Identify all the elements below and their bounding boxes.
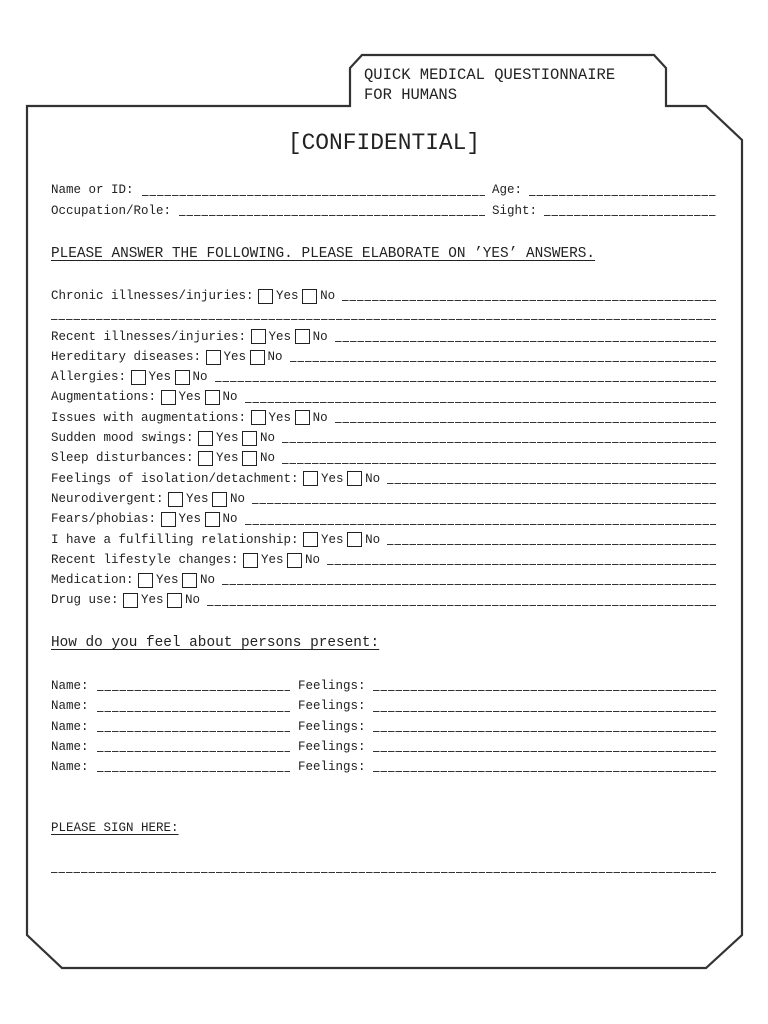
fears-phobias-yes-checkbox[interactable] [161, 512, 176, 527]
name-field[interactable] [142, 195, 485, 196]
person-feelings-field[interactable] [373, 751, 716, 752]
no-option-label: No [320, 289, 336, 303]
person-feelings-label: Feelings: [298, 699, 366, 714]
neurodivergent-no-checkbox[interactable] [212, 492, 227, 507]
yes-option-label: Yes [216, 431, 239, 446]
recent-illnesses-no-checkbox[interactable] [295, 329, 310, 344]
yes-option-label: Yes [268, 410, 292, 425]
person-feelings-group [298, 696, 716, 716]
neurodivergent-details-field[interactable] [252, 503, 716, 504]
name-field-group [51, 180, 492, 201]
no-option-label: No [312, 410, 328, 425]
yes-option-label: Yes [156, 573, 179, 588]
allergies-no-checkbox[interactable] [175, 370, 190, 385]
yes-option-label: Yes [148, 370, 172, 385]
sleep-disturbances-label: Sleep disturbances: [51, 451, 194, 466]
lifestyle-changes-details-field[interactable] [327, 564, 716, 565]
person-feelings-label: Feelings: [298, 739, 366, 754]
signature-label: PLEASE SIGN HERE: [51, 821, 179, 835]
mood-swings-details-field[interactable] [282, 442, 716, 443]
sight-field-group [492, 201, 716, 222]
augmentations-no-checkbox[interactable] [205, 390, 220, 405]
hereditary-diseases-no-checkbox[interactable] [250, 350, 265, 365]
chronic-illnesses-label: Chronic illnesses/injuries: [51, 289, 254, 303]
no-option-label: No [260, 431, 276, 446]
no-option-label: No [267, 349, 283, 364]
confidential-title: [CONFIDENTIAL] [287, 130, 481, 156]
fears-phobias-label: Fears/phobias: [51, 512, 157, 527]
drug-use-label: Drug use: [51, 593, 119, 608]
yes-option-label: Yes [178, 390, 202, 405]
question-chronic-illnesses [51, 286, 716, 306]
occupation-field-group [51, 201, 492, 222]
person-name-field[interactable] [97, 771, 290, 772]
person-name-label: Name: [51, 719, 89, 734]
age-field-group [492, 180, 716, 201]
question-augmentations [51, 387, 716, 407]
question-isolation [51, 469, 716, 489]
question-neurodivergent [51, 489, 716, 509]
form-tab [364, 65, 615, 105]
fulfilling-relationship-label: I have a fulfilling relationship: [51, 532, 299, 547]
person-row-2 [51, 696, 716, 716]
question-fears-phobias [51, 509, 716, 529]
yes-option-label: Yes [268, 329, 292, 344]
drug-use-details-field[interactable] [207, 605, 716, 606]
person-name-group [51, 737, 298, 757]
person-row-1 [51, 676, 716, 696]
person-row-5 [51, 757, 716, 777]
augmentation-issues-no-checkbox[interactable] [295, 410, 310, 425]
isolation-yes-checkbox[interactable] [303, 471, 318, 486]
sleep-disturbances-details-field[interactable] [282, 463, 716, 464]
mood-swings-yes-checkbox[interactable] [198, 431, 213, 446]
no-option-label: No [230, 491, 246, 506]
person-feelings-field[interactable] [373, 771, 716, 772]
drug-use-no-checkbox[interactable] [167, 593, 182, 608]
person-row-4 [51, 737, 716, 757]
persons-heading: How do you feel about persons present: [51, 635, 380, 651]
yes-option-label: Yes [321, 532, 344, 547]
age-label: Age: [492, 183, 523, 197]
question-hereditary-diseases [51, 347, 716, 367]
question-sleep-disturbances [51, 448, 716, 468]
neurodivergent-yes-checkbox[interactable] [168, 492, 183, 507]
question-augmentation-issues [51, 408, 716, 428]
sleep-disturbances-no-checkbox[interactable] [242, 451, 257, 466]
yes-option-label: Yes [186, 491, 209, 506]
person-feelings-field[interactable] [373, 690, 716, 691]
no-option-label: No [222, 390, 238, 405]
chronic-illnesses-details-field[interactable] [342, 300, 716, 301]
question-lifestyle-changes [51, 550, 716, 570]
question-mood-swings [51, 428, 716, 448]
person-name-group [51, 676, 298, 696]
yes-option-label: Yes [261, 552, 284, 567]
no-option-label: No [185, 593, 201, 608]
question-allergies [51, 367, 716, 387]
person-name-label: Name: [51, 760, 89, 775]
lifestyle-changes-no-checkbox[interactable] [287, 553, 302, 568]
drug-use-yes-checkbox[interactable] [123, 593, 138, 608]
no-option-label: No [192, 370, 208, 385]
augmentations-details-field[interactable] [245, 402, 716, 403]
fears-phobias-details-field[interactable] [245, 524, 716, 525]
person-feelings-group [298, 676, 716, 696]
person-name-field[interactable] [97, 731, 290, 732]
hereditary-diseases-yes-checkbox[interactable] [206, 350, 221, 365]
augmentation-issues-details-field[interactable] [335, 422, 716, 423]
fulfilling-relationship-details-field[interactable] [387, 544, 716, 545]
no-option-label: No [312, 329, 328, 344]
question-recent-illnesses [51, 327, 716, 347]
fulfilling-relationship-yes-checkbox[interactable] [303, 532, 318, 547]
isolation-no-checkbox[interactable] [347, 471, 362, 486]
neurodivergent-label: Neurodivergent: [51, 491, 164, 506]
tab-title-line-1: QUICK MEDICAL QUESTIONNAIRE [364, 66, 616, 84]
person-feelings-field[interactable] [373, 731, 716, 732]
person-feelings-group [298, 717, 716, 737]
person-feelings-group [298, 757, 716, 777]
hereditary-diseases-label: Hereditary diseases: [51, 349, 202, 364]
sight-field[interactable] [544, 215, 716, 216]
identity-section [51, 180, 716, 221]
question-medication [51, 570, 716, 590]
person-name-group [51, 717, 298, 737]
no-option-label: No [200, 573, 216, 588]
isolation-label: Feelings of isolation/detachment: [51, 471, 299, 486]
no-option-label: No [365, 532, 381, 547]
recent-illnesses-yes-checkbox[interactable] [251, 329, 266, 344]
chronic-illnesses-yes-checkbox[interactable] [258, 289, 273, 304]
fears-phobias-no-checkbox[interactable] [205, 512, 220, 527]
occupation-field[interactable] [179, 215, 485, 216]
person-name-field[interactable] [97, 690, 290, 691]
occupation-label: Occupation/Role: [51, 203, 172, 218]
question-drug-use [51, 590, 716, 610]
questions-section [51, 286, 716, 611]
yes-option-label: Yes [276, 289, 299, 303]
question-fulfilling-relationship [51, 530, 716, 550]
medication-no-checkbox[interactable] [182, 573, 197, 588]
yes-option-label: Yes [321, 471, 344, 486]
allergies-label: Allergies: [51, 370, 127, 385]
person-feelings-field[interactable] [373, 711, 716, 712]
fulfilling-relationship-no-checkbox[interactable] [347, 532, 362, 547]
person-feelings-label: Feelings: [298, 679, 366, 693]
person-name-group [51, 757, 298, 777]
signature-field[interactable] [51, 872, 716, 873]
yes-option-label: Yes [216, 451, 239, 466]
yes-option-label: Yes [178, 512, 202, 527]
name-label: Name or ID: [51, 183, 134, 197]
allergies-details-field[interactable] [215, 381, 716, 382]
persons-section [51, 676, 716, 777]
person-name-group [51, 696, 298, 716]
name-age-row [51, 180, 716, 201]
medication-label: Medication: [51, 573, 134, 588]
sleep-disturbances-yes-checkbox[interactable] [198, 451, 213, 466]
person-name-label: Name: [51, 699, 89, 714]
chronic-illnesses-details-line-2[interactable] [51, 319, 716, 320]
person-feelings-group [298, 737, 716, 757]
augmentations-yes-checkbox[interactable] [161, 390, 176, 405]
instructions-heading: PLEASE ANSWER THE FOLLOWING. PLEASE ELABORATE ON ’YES’ ANSWERS. [51, 246, 596, 262]
person-name-label: Name: [51, 739, 89, 754]
no-option-label: No [260, 451, 276, 466]
allergies-yes-checkbox[interactable] [131, 370, 146, 385]
no-option-label: No [305, 552, 321, 567]
yes-option-label: Yes [223, 349, 247, 364]
lifestyle-changes-label: Recent lifestyle changes: [51, 552, 239, 567]
hereditary-diseases-details-field[interactable] [290, 361, 716, 362]
recent-illnesses-details-field[interactable] [335, 341, 716, 342]
isolation-details-field[interactable] [387, 483, 716, 484]
augmentation-issues-label: Issues with augmentations: [51, 410, 247, 425]
person-name-field[interactable] [97, 711, 290, 712]
no-option-label: No [222, 512, 238, 527]
person-row-3 [51, 717, 716, 737]
person-name-label: Name: [51, 679, 89, 693]
chronic-illnesses-no-checkbox[interactable] [302, 289, 317, 304]
medication-yes-checkbox[interactable] [138, 573, 153, 588]
augmentation-issues-yes-checkbox[interactable] [251, 410, 266, 425]
person-feelings-label: Feelings: [298, 760, 366, 775]
sight-label: Sight: [492, 203, 538, 218]
age-field[interactable] [529, 195, 716, 196]
medication-details-field[interactable] [222, 584, 716, 585]
person-feelings-label: Feelings: [298, 719, 366, 734]
occupation-sight-row [51, 201, 716, 222]
recent-illnesses-label: Recent illnesses/injuries: [51, 329, 247, 344]
no-option-label: No [365, 471, 381, 486]
chronic-illnesses-details-continuation [51, 306, 716, 326]
lifestyle-changes-yes-checkbox[interactable] [243, 553, 258, 568]
tab-title-line-2: FOR HUMANS [364, 86, 458, 104]
mood-swings-label: Sudden mood swings: [51, 431, 194, 446]
yes-option-label: Yes [141, 593, 164, 608]
augmentations-label: Augmentations: [51, 390, 157, 405]
mood-swings-no-checkbox[interactable] [242, 431, 257, 446]
person-name-field[interactable] [97, 751, 290, 752]
